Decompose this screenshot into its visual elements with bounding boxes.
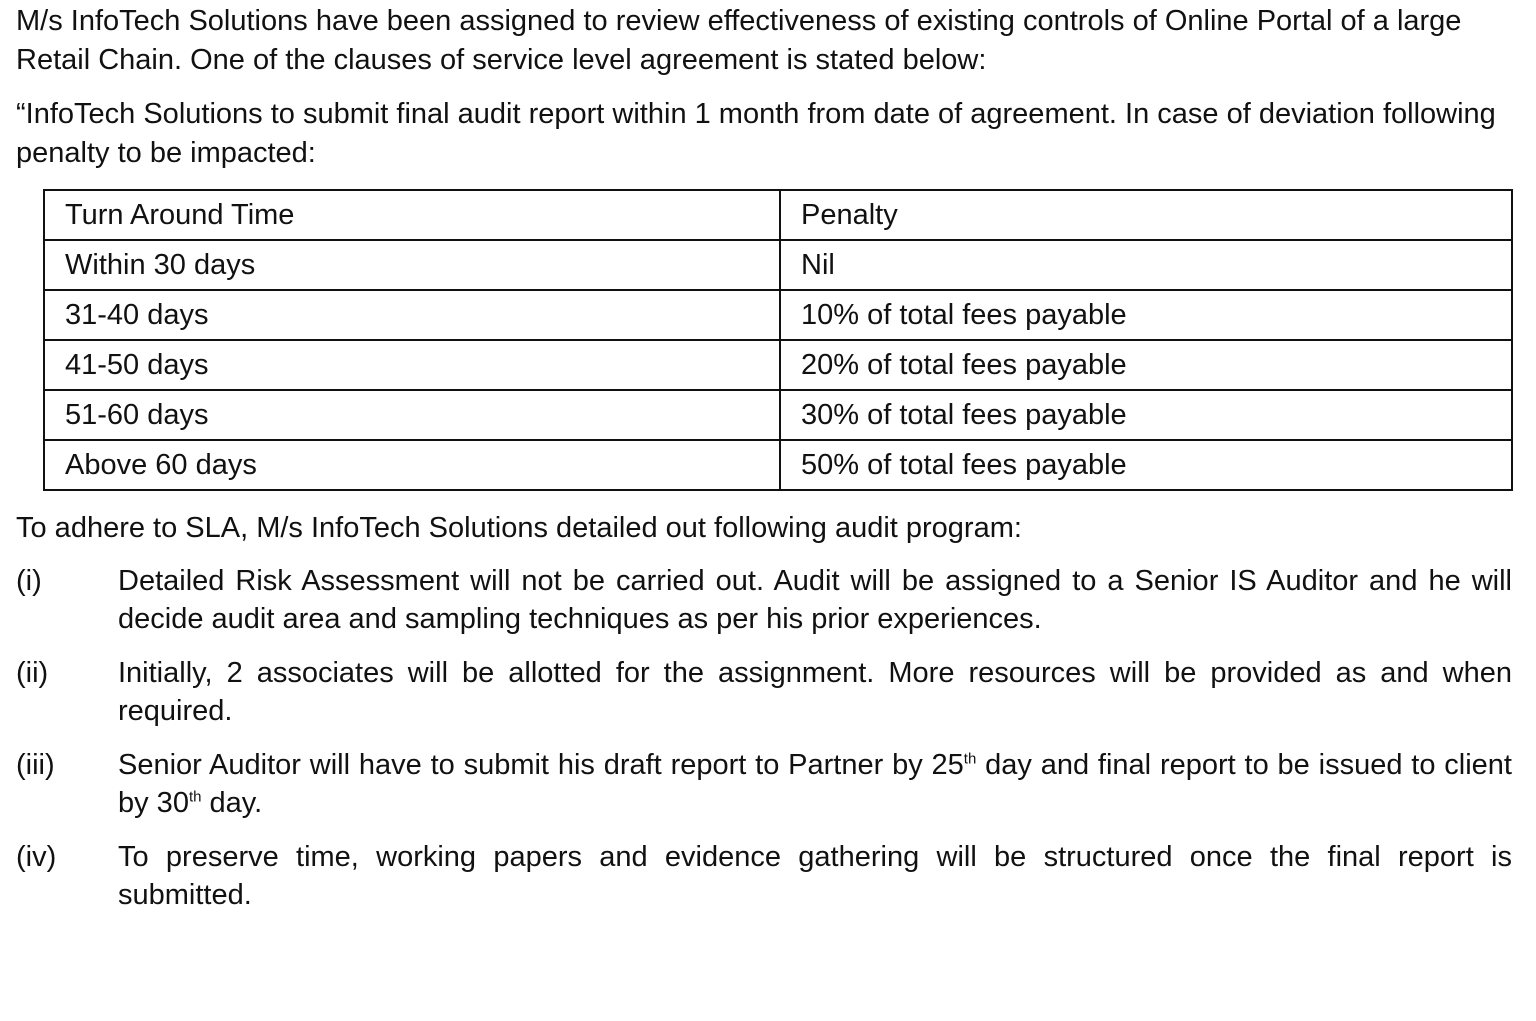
list-item-text: To preserve time, working papers and evidence gathering will be structured once the final report is submitted. — [118, 841, 1512, 911]
table-row — [44, 390, 1512, 440]
paragraph-assignment: M/s InfoTech Solutions have been assigned to review effectiveness of existing controls of Online Portal of a large Retail Chain. One of the clauses of service level agreement is stated below: — [16, 5, 1462, 76]
table-cell-time: Above 60 days — [44, 440, 780, 490]
ordinal-suffix: th — [963, 750, 977, 768]
table-cell-penalty: Nil — [780, 240, 1512, 290]
table-row — [44, 290, 1512, 340]
penalty-table — [43, 189, 1513, 491]
list-item — [16, 838, 1512, 914]
table-cell-penalty: 30% of total fees payable — [780, 390, 1512, 440]
audit-program-intro: To adhere to SLA, M/s InfoTech Solutions detailed out following audit program: — [16, 512, 1022, 544]
list-item — [16, 562, 1512, 638]
table-cell-time: 51-60 days — [44, 390, 780, 440]
table-cell-time: Within 30 days — [44, 240, 780, 290]
audit-program-list — [16, 562, 1512, 914]
text-segment: day. — [201, 787, 263, 819]
list-item — [16, 746, 1512, 822]
list-item-number: (iv) — [16, 841, 57, 873]
table-row — [44, 340, 1512, 390]
table-cell-penalty: 20% of total fees payable — [780, 340, 1512, 390]
table-cell-time: 31-40 days — [44, 290, 780, 340]
table-header-row — [44, 190, 1512, 240]
table-row — [44, 240, 1512, 290]
table-row — [44, 440, 1512, 490]
paragraph-sla-clause: “InfoTech Solutions to submit final audit report within 1 month from date of agreement. In case of deviation following penalty to be impacted: — [16, 98, 1496, 169]
header-penalty: Penalty — [780, 190, 1512, 240]
document-page — [16, 2, 1512, 914]
list-item-number: (i) — [16, 565, 42, 597]
text-segment: day and final report to be issued to client by 30 — [118, 749, 1512, 819]
list-item-number: (iii) — [16, 749, 55, 781]
list-item-text: Initially, 2 associates will be allotted for the assignment. More resources will be provided as and when required. — [118, 657, 1512, 727]
list-item-text: Detailed Risk Assessment will not be carried out. Audit will be assigned to a Senior IS Auditor and he will decide audit area and sampling techniques as per his prior experiences. — [118, 565, 1512, 635]
text-segment: Senior Auditor will have to submit his draft report to Partner by 25 — [118, 749, 964, 781]
table-cell-penalty: 10% of total fees payable — [780, 290, 1512, 340]
list-item — [16, 654, 1512, 730]
table-cell-time: 41-50 days — [44, 340, 780, 390]
list-item-number: (ii) — [16, 657, 49, 689]
ordinal-suffix: th — [188, 788, 202, 806]
table-cell-penalty: 50% of total fees payable — [780, 440, 1512, 490]
header-turn-around-time: Turn Around Time — [44, 190, 780, 240]
list-item-text — [118, 746, 1512, 822]
